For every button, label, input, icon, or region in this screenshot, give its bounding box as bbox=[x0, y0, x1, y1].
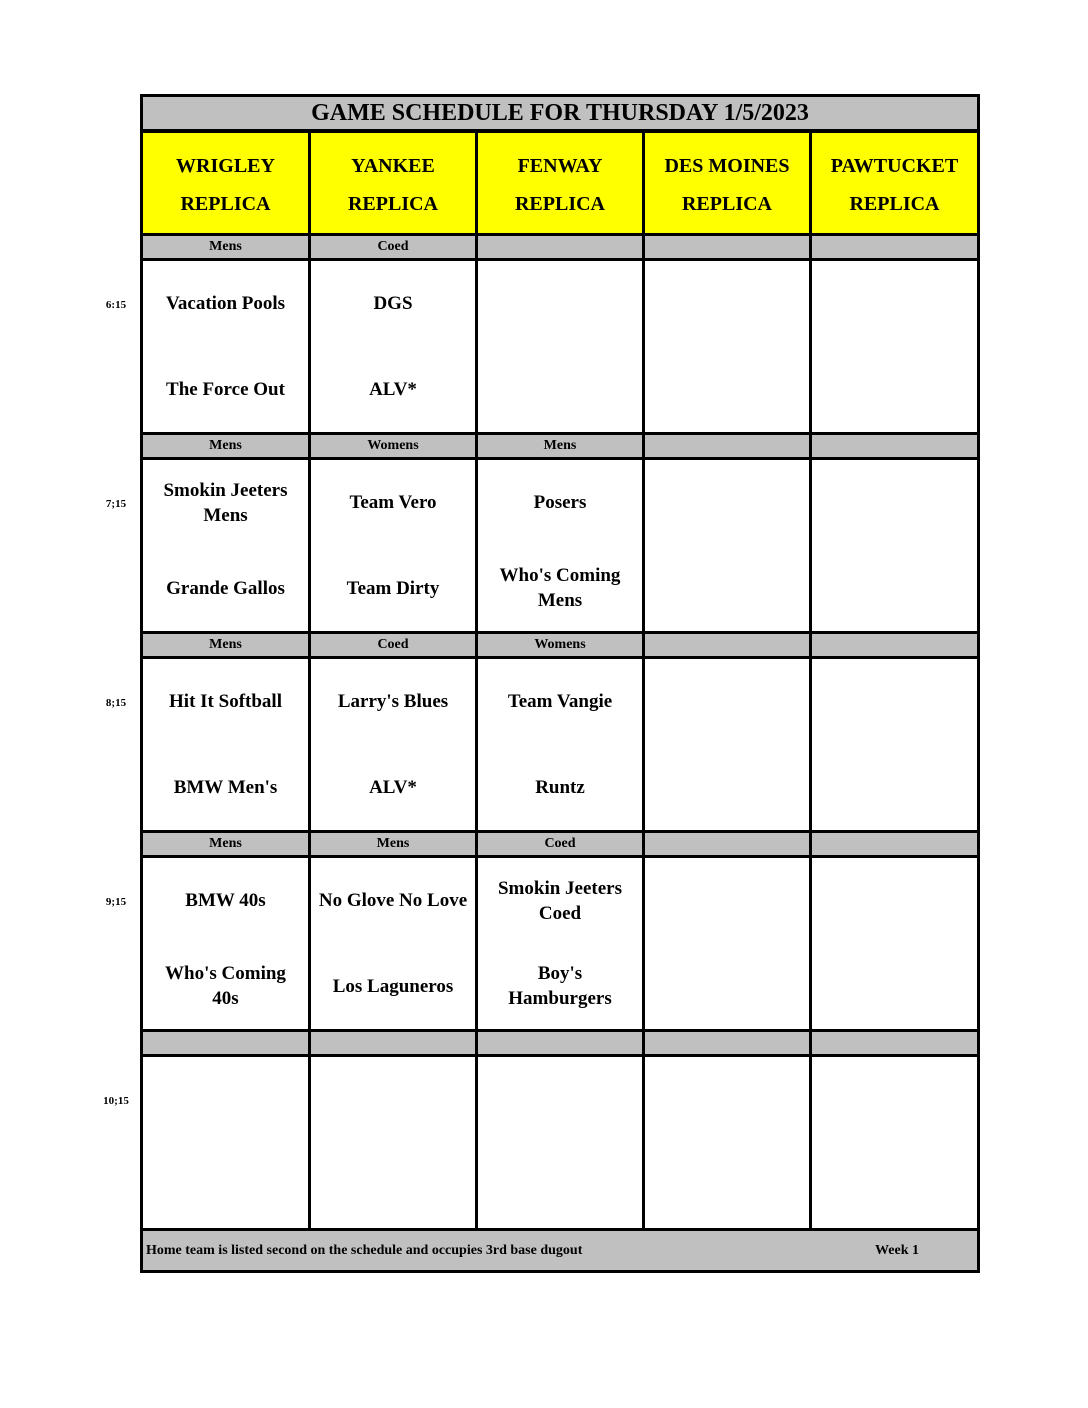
away-team bbox=[478, 261, 642, 347]
home-team: Grande Gallos bbox=[166, 577, 285, 599]
time-label: 10;15 bbox=[103, 1095, 129, 1107]
game-cell bbox=[645, 460, 809, 631]
time-label: 7;15 bbox=[105, 498, 127, 510]
home-team: BMW Men's bbox=[173, 776, 278, 798]
home-team: Who's Coming Mens bbox=[499, 565, 621, 612]
game-cell bbox=[645, 1057, 809, 1228]
home-team bbox=[478, 347, 642, 433]
away-team bbox=[143, 1057, 308, 1143]
venue-subtitle: REPLICA bbox=[681, 193, 772, 215]
game-cell bbox=[478, 659, 642, 830]
division-label bbox=[812, 833, 977, 855]
game-cell bbox=[311, 460, 475, 631]
home-team: The Force Out bbox=[166, 378, 285, 400]
game-cell bbox=[478, 1057, 642, 1228]
division-label: Coed bbox=[478, 833, 642, 855]
game-cell bbox=[645, 659, 809, 830]
home-team: Boy's Hamburgers bbox=[508, 963, 612, 1010]
time-label: 9;15 bbox=[105, 896, 127, 908]
home-team: Team Dirty bbox=[346, 577, 440, 599]
home-team bbox=[812, 546, 977, 632]
venue-header bbox=[311, 133, 475, 233]
game-cell bbox=[478, 460, 642, 631]
division-label bbox=[645, 634, 809, 656]
division-label: Mens bbox=[311, 833, 475, 855]
away-team: Posers bbox=[533, 492, 587, 514]
home-team bbox=[478, 1143, 642, 1229]
home-team bbox=[645, 944, 809, 1030]
division-label bbox=[645, 236, 809, 258]
game-cell bbox=[812, 659, 977, 830]
division-label bbox=[812, 1032, 977, 1054]
division-label: Coed bbox=[311, 634, 475, 656]
away-team bbox=[645, 1057, 809, 1143]
home-team bbox=[311, 1143, 475, 1229]
division-label: Coed bbox=[311, 236, 475, 258]
venue-header bbox=[645, 133, 809, 233]
away-team bbox=[478, 1057, 642, 1143]
away-team: DGS bbox=[373, 293, 413, 315]
division-label bbox=[645, 833, 809, 855]
away-team: Team Vero bbox=[349, 492, 437, 514]
home-team bbox=[812, 1143, 977, 1229]
venue-name: DES MOINES bbox=[664, 155, 790, 177]
home-team: ALV* bbox=[369, 378, 417, 400]
home-team: Who's Coming 40s bbox=[165, 963, 286, 1010]
game-cell bbox=[478, 858, 642, 1029]
game-cell bbox=[645, 858, 809, 1029]
division-label bbox=[311, 1032, 475, 1054]
division-label bbox=[645, 1032, 809, 1054]
away-team: Larry's Blues bbox=[337, 691, 449, 713]
venue-subtitle: REPLICA bbox=[849, 193, 940, 215]
home-team bbox=[812, 944, 977, 1030]
footer-note: Home team is listed second on the schedule and occupies 3rd base dugout bbox=[146, 1242, 583, 1258]
away-team: Smokin Jeeters Mens bbox=[163, 479, 288, 526]
venue-subtitle: REPLICA bbox=[514, 193, 605, 215]
home-team bbox=[645, 1143, 809, 1229]
venue-header bbox=[143, 133, 308, 233]
division-label bbox=[478, 1032, 642, 1054]
schedule-title: GAME SCHEDULE FOR THURSDAY 1/5/2023 bbox=[143, 97, 977, 129]
away-team bbox=[645, 460, 809, 546]
game-cell bbox=[143, 460, 308, 631]
home-team bbox=[645, 546, 809, 632]
away-team bbox=[812, 659, 977, 745]
division-label bbox=[645, 435, 809, 457]
game-cell bbox=[812, 1057, 977, 1228]
home-team bbox=[645, 745, 809, 831]
away-team: Vacation Pools bbox=[165, 293, 286, 315]
away-team bbox=[812, 261, 977, 347]
division-label: Mens bbox=[143, 634, 308, 656]
division-label: Mens bbox=[478, 435, 642, 457]
away-team bbox=[812, 460, 977, 546]
division-label: Womens bbox=[311, 435, 475, 457]
game-cell bbox=[143, 261, 308, 432]
home-team: ALV* bbox=[369, 776, 417, 798]
away-team bbox=[311, 1057, 475, 1143]
venue-name: WRIGLEY bbox=[176, 155, 275, 177]
venue-header bbox=[478, 133, 642, 233]
away-team bbox=[645, 659, 809, 745]
away-team: Hit It Softball bbox=[169, 691, 282, 713]
division-label: Mens bbox=[143, 435, 308, 457]
time-label: 8;15 bbox=[105, 697, 127, 709]
game-cell bbox=[311, 858, 475, 1029]
game-cell bbox=[812, 858, 977, 1029]
home-team bbox=[812, 745, 977, 831]
away-team bbox=[645, 261, 809, 347]
venue-subtitle: REPLICA bbox=[347, 193, 438, 215]
game-cell bbox=[143, 659, 308, 830]
away-team: No Glove No Love bbox=[318, 890, 468, 912]
home-team: Los Laguneros bbox=[332, 975, 454, 997]
venue-header bbox=[812, 133, 977, 233]
home-team: Runtz bbox=[535, 776, 585, 798]
division-label: Mens bbox=[143, 833, 308, 855]
venue-name: FENWAY bbox=[517, 155, 603, 177]
division-label: Mens bbox=[143, 236, 308, 258]
game-cell bbox=[812, 261, 977, 432]
game-cell bbox=[478, 261, 642, 432]
home-team bbox=[645, 347, 809, 433]
game-cell bbox=[311, 261, 475, 432]
game-cell bbox=[645, 261, 809, 432]
venue-name: PAWTUCKET bbox=[830, 155, 959, 177]
home-team bbox=[812, 347, 977, 433]
division-label bbox=[812, 634, 977, 656]
away-team bbox=[645, 858, 809, 944]
division-label bbox=[812, 236, 977, 258]
away-team bbox=[812, 1057, 977, 1143]
away-team bbox=[812, 858, 977, 944]
game-cell bbox=[812, 460, 977, 631]
division-label bbox=[812, 435, 977, 457]
away-team: Smokin Jeeters Coed bbox=[497, 877, 622, 924]
footer-bar bbox=[143, 1231, 977, 1270]
home-team bbox=[143, 1143, 308, 1229]
schedule-table bbox=[140, 94, 980, 1273]
game-cell bbox=[143, 858, 308, 1029]
game-cell bbox=[143, 1057, 308, 1228]
division-label bbox=[478, 236, 642, 258]
week-label: Week 1 bbox=[875, 1242, 919, 1258]
game-cell bbox=[311, 1057, 475, 1228]
time-label: 6:15 bbox=[105, 299, 127, 311]
division-label: Womens bbox=[478, 634, 642, 656]
away-team: Team Vangie bbox=[507, 691, 613, 713]
venue-name: YANKEE bbox=[351, 155, 435, 177]
game-cell bbox=[311, 659, 475, 830]
venue-subtitle: REPLICA bbox=[180, 193, 271, 215]
division-label bbox=[143, 1032, 308, 1054]
away-team: BMW 40s bbox=[185, 890, 266, 912]
